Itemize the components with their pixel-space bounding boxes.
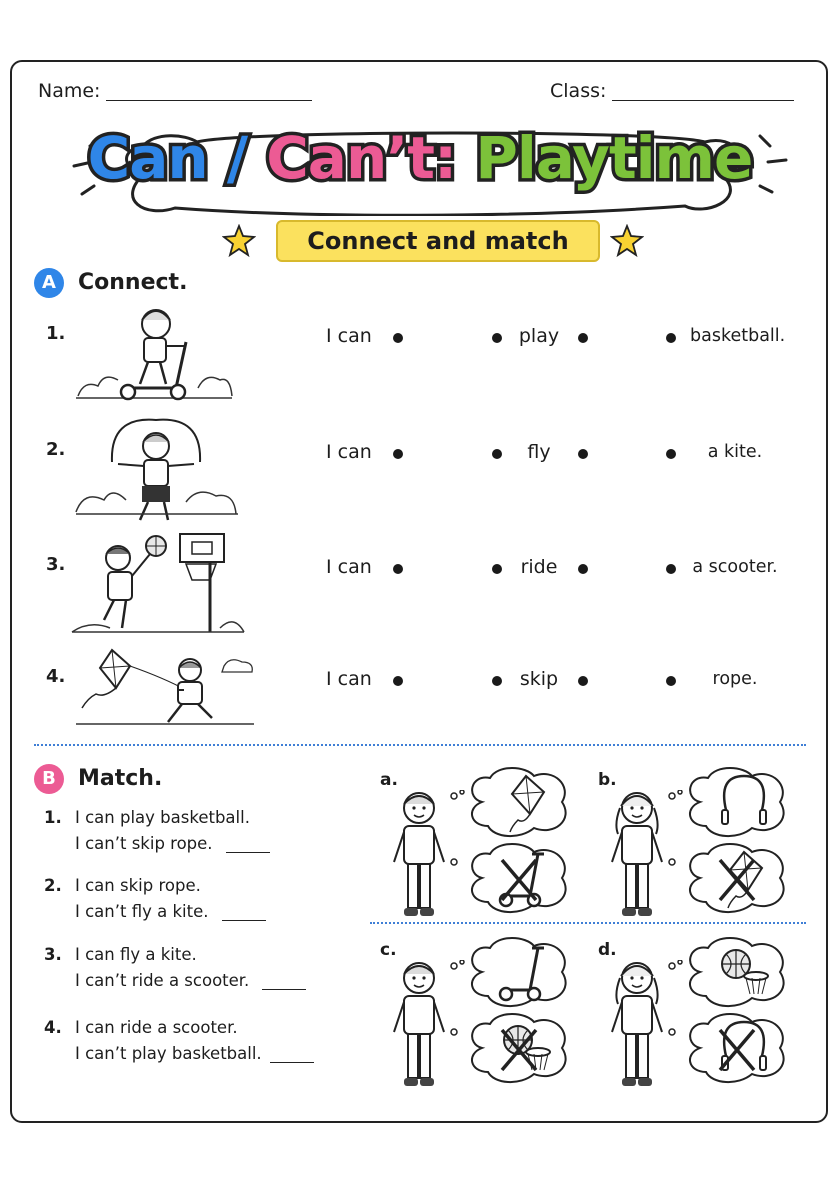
- girl-icon: [604, 784, 670, 922]
- match-item-number: 2.: [44, 876, 62, 895]
- answer-blank[interactable]: [270, 1062, 314, 1063]
- match-item-line1: I can skip rope.: [75, 876, 201, 895]
- girl-icon: [604, 954, 670, 1092]
- section-a-badge: A: [34, 268, 64, 298]
- connect-dot[interactable]: [393, 676, 403, 686]
- star-right-icon: [610, 224, 644, 258]
- connect-dot[interactable]: [578, 333, 588, 343]
- name-label: Name:: [38, 80, 101, 102]
- match-item-line2: I can’t skip rope.: [75, 834, 213, 853]
- row-number: 4.: [46, 666, 66, 687]
- picture-letter: d.: [598, 940, 617, 960]
- subtitle-banner: Connect and match: [276, 220, 600, 262]
- scooter-icon: [464, 840, 576, 914]
- match-item-line2: I can’t play basketball.: [75, 1044, 262, 1063]
- kite-icon: [682, 840, 794, 914]
- connect-dot[interactable]: [492, 333, 502, 343]
- jump-rope-icon: [682, 764, 794, 838]
- connect-dot[interactable]: [393, 449, 403, 459]
- scooter-icon: [464, 934, 576, 1008]
- row-col2-text: ride: [520, 556, 558, 578]
- row-col3-text: basketball.: [690, 326, 786, 346]
- title-can: Can: [87, 124, 208, 192]
- connect-dot[interactable]: [578, 676, 588, 686]
- title-playtime: Playtime: [475, 124, 753, 192]
- kite-boy-icon: [74, 648, 256, 730]
- row-col2-text: skip: [519, 668, 559, 690]
- kite-icon: [464, 764, 576, 838]
- match-item-line2: I can’t ride a scooter.: [75, 971, 250, 990]
- jump-rope-girl-icon: [74, 416, 240, 528]
- basketball-boy-icon: [70, 528, 246, 638]
- boy-icon: [386, 784, 452, 922]
- connect-dot[interactable]: [393, 564, 403, 574]
- section-a-title: Connect.: [78, 270, 188, 295]
- row-col1-text: I can: [326, 556, 372, 578]
- section-divider: [34, 744, 806, 746]
- connect-dot[interactable]: [578, 564, 588, 574]
- match-item-line1: I can fly a kite.: [75, 945, 197, 964]
- match-picture: [378, 938, 598, 1088]
- boy-icon: [386, 954, 452, 1092]
- match-item-line1: I can play basketball.: [75, 808, 250, 827]
- row-col1-text: I can: [326, 668, 372, 690]
- section-b-title: Match.: [78, 766, 163, 791]
- answer-blank[interactable]: [222, 920, 266, 921]
- row-col2-text: play: [518, 325, 560, 347]
- star-left-icon: [222, 224, 256, 258]
- match-item-line1: I can ride a scooter.: [75, 1018, 238, 1037]
- class-label: Class:: [550, 80, 607, 102]
- picture-letter: a.: [380, 770, 398, 790]
- jump-rope-icon: [682, 1010, 794, 1084]
- row-number: 2.: [46, 439, 66, 460]
- match-picture: [378, 768, 598, 918]
- row-col3-text: a scooter.: [692, 557, 778, 577]
- connect-dot[interactable]: [666, 564, 676, 574]
- section-b-badge: B: [34, 764, 64, 794]
- picture-divider: [370, 922, 806, 924]
- match-picture: [596, 768, 816, 918]
- title-separator: /: [207, 124, 267, 192]
- picture-letter: b.: [598, 770, 617, 790]
- title-cant: Can’t:: [266, 124, 457, 192]
- connect-dot[interactable]: [393, 333, 403, 343]
- row-number: 3.: [46, 554, 66, 575]
- answer-blank[interactable]: [226, 852, 270, 853]
- row-col3-text: a kite.: [707, 442, 763, 462]
- row-number: 1.: [46, 323, 66, 344]
- match-item-number: 1.: [44, 808, 62, 827]
- row-col3-text: rope.: [712, 669, 758, 689]
- basketball-icon: [682, 934, 794, 1008]
- class-field-line[interactable]: [612, 100, 794, 101]
- match-item-number: 4.: [44, 1018, 62, 1037]
- page-title: [0, 124, 840, 192]
- basketball-icon: [464, 1010, 576, 1084]
- row-col1-text: I can: [326, 441, 372, 463]
- row-col2-text: fly: [527, 441, 551, 463]
- connect-dot[interactable]: [492, 564, 502, 574]
- title-area: [0, 118, 840, 218]
- connect-dot[interactable]: [492, 449, 502, 459]
- match-item-line2: I can’t fly a kite.: [75, 902, 209, 921]
- connect-dot[interactable]: [666, 449, 676, 459]
- connect-dot[interactable]: [666, 676, 676, 686]
- picture-letter: c.: [380, 940, 397, 960]
- match-item-number: 3.: [44, 945, 62, 964]
- name-field-line[interactable]: [106, 100, 312, 101]
- connect-dot[interactable]: [492, 676, 502, 686]
- connect-dot[interactable]: [666, 333, 676, 343]
- row-col1-text: I can: [326, 325, 372, 347]
- connect-dot[interactable]: [578, 449, 588, 459]
- match-picture: [596, 938, 816, 1088]
- answer-blank[interactable]: [262, 989, 306, 990]
- scooter-kid-icon: [74, 300, 234, 408]
